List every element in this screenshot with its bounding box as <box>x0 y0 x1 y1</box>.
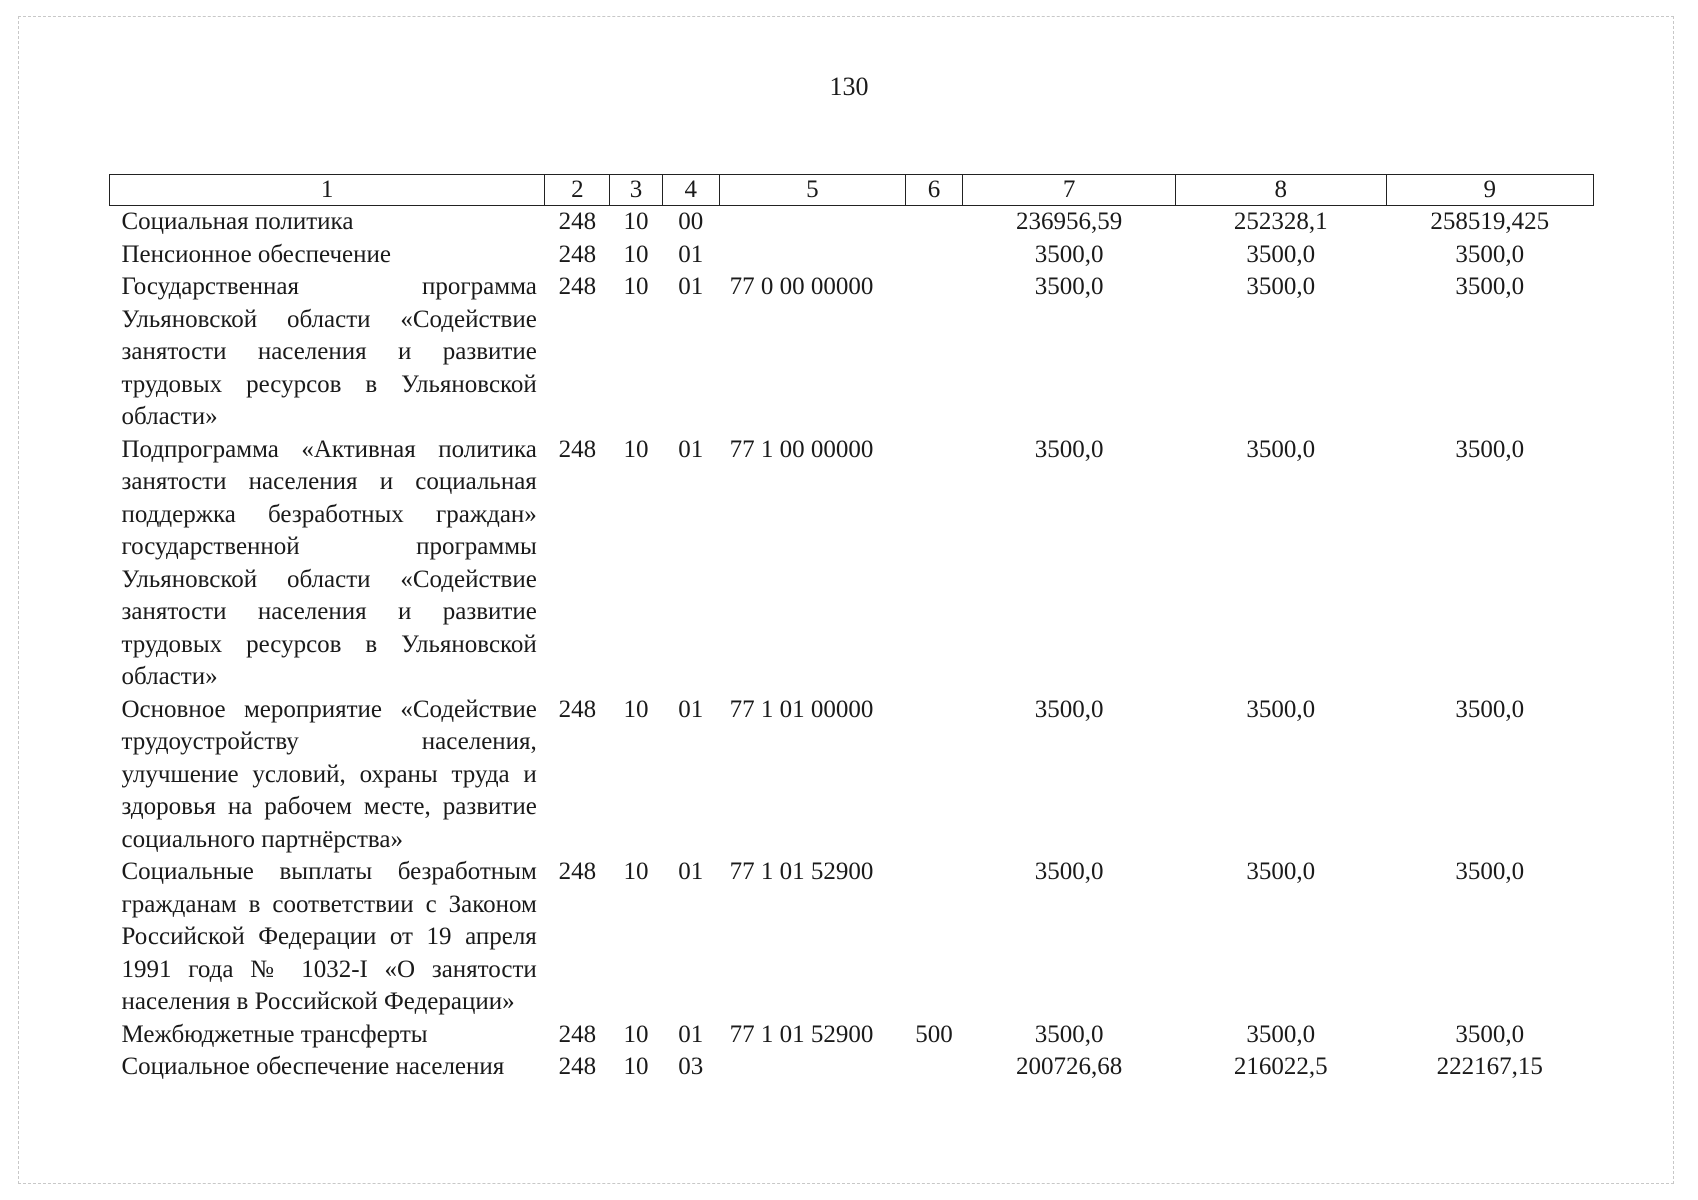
cell-col-7: 200726,68 <box>1015 1053 1123 1080</box>
cell-col-9: 3500,0 <box>1455 858 1525 885</box>
table-row <box>110 1051 1594 1084</box>
cell-col-7: 3500,0 <box>1034 273 1104 300</box>
cell-col-3: 10 <box>623 435 649 463</box>
cell-col-7: 236956,59 <box>1015 208 1123 235</box>
cell-col-6: 500 <box>915 1020 953 1048</box>
cell-col-8: 252328,1 <box>1233 208 1328 235</box>
cell-col-3: 10 <box>623 208 649 235</box>
cell-col-5 <box>720 239 906 272</box>
cell-col-7: 3500,0 <box>1034 435 1104 463</box>
cell-col-6 <box>905 206 963 239</box>
column-header-1: 1 <box>110 175 545 206</box>
cell-col-8: 3500,0 <box>1246 240 1316 268</box>
column-header-9: 9 <box>1386 175 1593 206</box>
cell-col-9: 3500,0 <box>1455 273 1525 300</box>
cell-col-6 <box>905 434 963 694</box>
cell-col-2: 248 <box>558 208 597 235</box>
cell-col-3: 10 <box>623 695 649 723</box>
cell-col-5: 77 0 00 00000 <box>729 273 874 300</box>
cell-col-9: 222167,15 <box>1436 1053 1543 1080</box>
cell-col-2: 248 <box>558 1020 597 1048</box>
cell-col-9: 3500,0 <box>1455 435 1525 463</box>
table-row <box>110 856 1594 1019</box>
column-header-4: 4 <box>662 175 720 206</box>
budget-table <box>109 174 1594 1084</box>
column-header-5: 5 <box>720 175 906 206</box>
cell-col-9: 258519,425 <box>1430 208 1550 235</box>
cell-col-8: 3500,0 <box>1246 1020 1316 1048</box>
row-name: Пенсионное обеспечение <box>121 240 391 268</box>
cell-col-2: 248 <box>558 858 597 885</box>
cell-col-2: 248 <box>558 695 597 723</box>
cell-col-2: 248 <box>558 273 597 300</box>
cell-col-8: 3500,0 <box>1246 695 1316 723</box>
cell-col-5 <box>720 206 906 239</box>
cell-col-5: 77 1 01 52900 <box>729 858 874 885</box>
table-row <box>110 206 1594 239</box>
cell-col-4: 01 <box>678 695 704 723</box>
cell-col-9: 3500,0 <box>1455 1020 1525 1048</box>
row-name: Социальное обеспечение населения <box>121 1053 505 1080</box>
cell-col-8: 3500,0 <box>1246 435 1316 463</box>
cell-col-4: 01 <box>678 273 704 300</box>
table-row <box>110 694 1594 857</box>
column-header-2: 2 <box>545 175 610 206</box>
cell-col-3: 10 <box>623 273 649 300</box>
cell-col-6 <box>905 1051 963 1084</box>
cell-col-2: 248 <box>558 240 597 268</box>
cell-col-7: 3500,0 <box>1034 695 1104 723</box>
cell-col-5: 77 1 01 00000 <box>729 695 874 723</box>
table-row <box>110 239 1594 272</box>
cell-col-4: 01 <box>678 240 704 268</box>
cell-col-2: 248 <box>558 435 597 463</box>
cell-col-3: 10 <box>623 1053 649 1080</box>
table-row <box>110 434 1594 694</box>
page-number: 130 <box>829 72 869 101</box>
cell-col-8: 3500,0 <box>1246 273 1316 300</box>
column-header-8: 8 <box>1175 175 1386 206</box>
column-header-7: 7 <box>963 175 1176 206</box>
cell-col-8: 3500,0 <box>1246 858 1316 885</box>
cell-col-5: 77 1 01 52900 <box>729 1020 874 1048</box>
cell-col-6 <box>905 856 963 1019</box>
cell-col-4: 03 <box>678 1053 704 1080</box>
row-name: Государственная программа Ульяновской области «Содействие занятости населения и развитие трудовых ресурсов в Ульяновской области» <box>121 273 537 430</box>
column-header-6: 6 <box>905 175 963 206</box>
row-name: Социальная политика <box>121 208 354 235</box>
cell-col-7: 3500,0 <box>1034 1020 1104 1048</box>
cell-col-4: 01 <box>678 858 704 885</box>
cell-col-7: 3500,0 <box>1034 858 1104 885</box>
table-row <box>110 1019 1594 1052</box>
row-name: Межбюджетные трансферты <box>121 1020 428 1048</box>
cell-col-3: 10 <box>623 858 649 885</box>
table-header-row <box>110 175 1594 206</box>
cell-col-5: 77 1 00 00000 <box>729 435 874 463</box>
cell-col-9: 3500,0 <box>1455 695 1525 723</box>
cell-col-6 <box>905 271 963 434</box>
cell-col-9: 3500,0 <box>1455 240 1525 268</box>
cell-col-4: 01 <box>678 435 704 463</box>
cell-col-4: 00 <box>678 208 704 235</box>
cell-col-6 <box>905 239 963 272</box>
cell-col-4: 01 <box>678 1020 704 1048</box>
cell-col-2: 248 <box>558 1053 597 1080</box>
cell-col-8: 216022,5 <box>1233 1053 1328 1080</box>
cell-col-7: 3500,0 <box>1034 240 1104 268</box>
row-name: Основное мероприятие «Содействие трудоустройству населения, улучшение условий, охраны труда и здоровья на рабочем месте, развитие социального партнёрства» <box>121 695 537 853</box>
cell-col-3: 10 <box>623 1020 649 1048</box>
table-row <box>110 271 1594 434</box>
cell-col-5 <box>720 1051 906 1084</box>
row-name: Подпрограмма «Активная политика занятости населения и социальная поддержка безработных граждан» государственной программы Ульяновской области «Содействие занятости населения и развитие трудовых ресурсов в Ульяновской области» <box>121 435 537 690</box>
cell-col-6 <box>905 694 963 857</box>
row-name: Социальные выплаты безработным гражданам в соответствии с Законом Российской Федерации от 19 апреля 1991 года № 1032-I «О занятости населения в Российской Федерации» <box>121 858 537 1015</box>
column-header-3: 3 <box>610 175 662 206</box>
cell-col-3: 10 <box>623 240 649 268</box>
